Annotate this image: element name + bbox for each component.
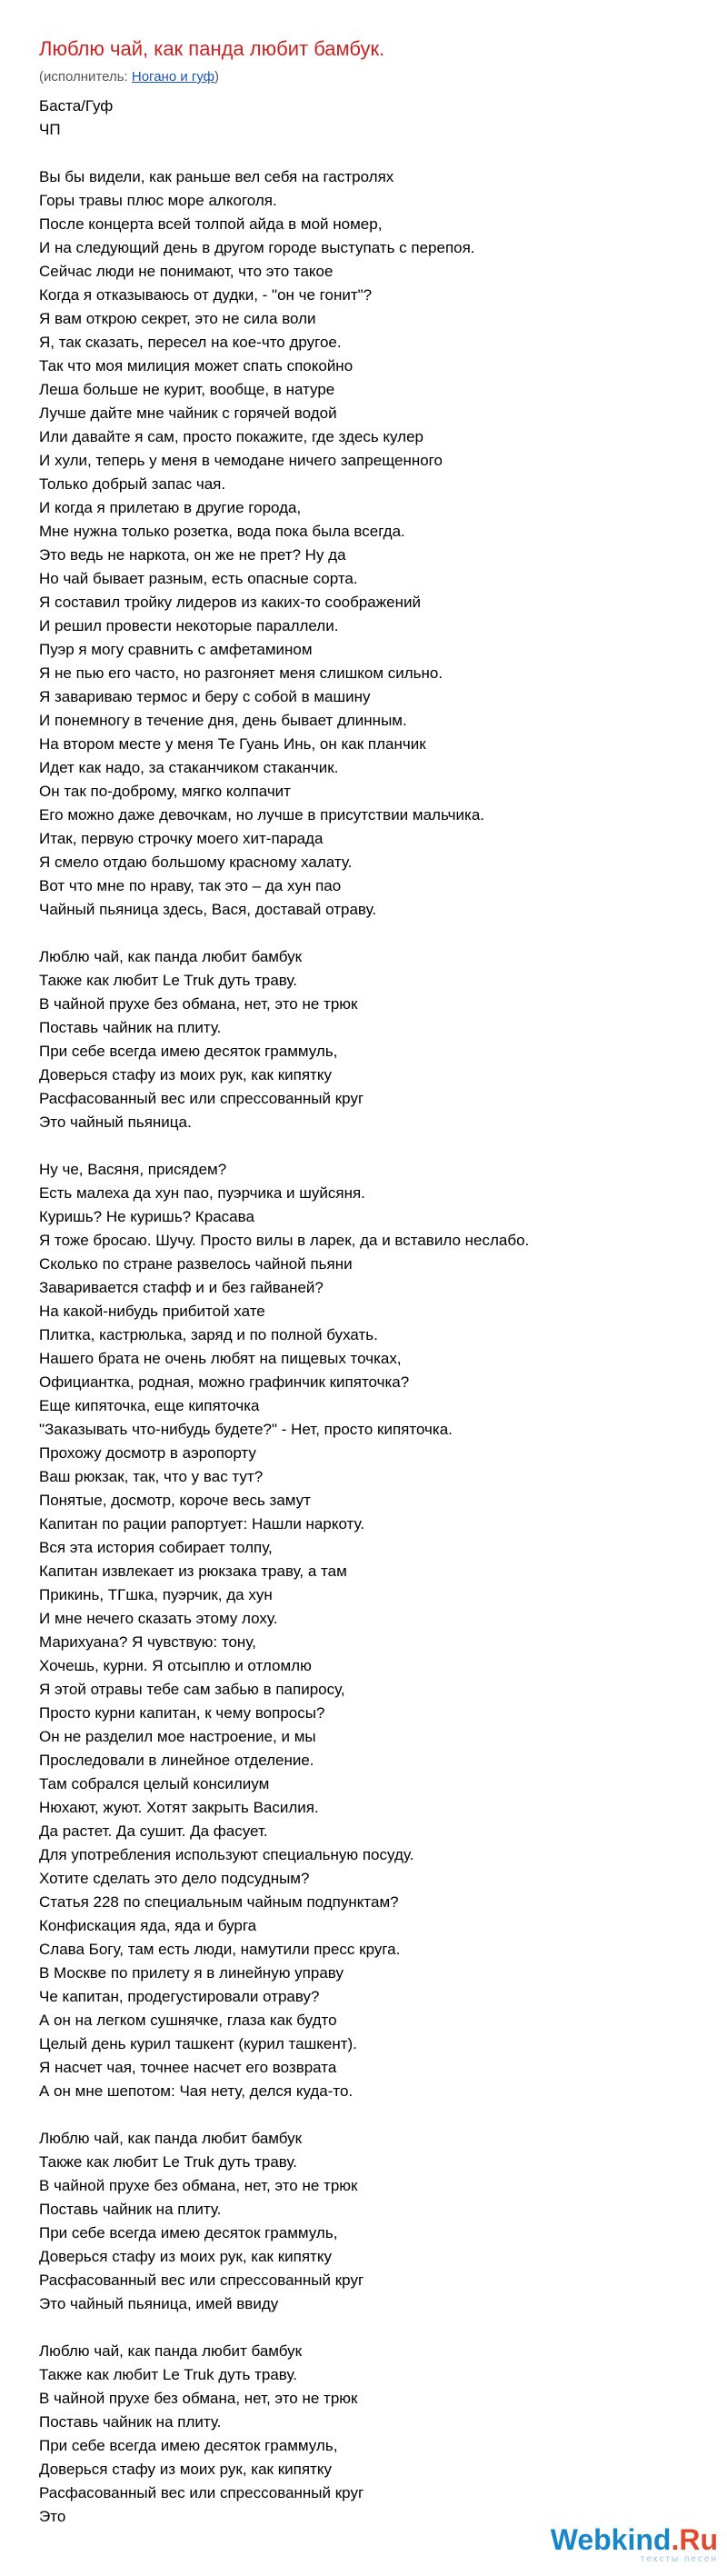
lyrics-line: Сколько по стране развелось чайной пьяни <box>39 1255 353 1273</box>
lyrics-line: А он мне шепотом: Чая нету, делся куда-то. <box>39 2082 354 2100</box>
lyrics-line: Его можно даже девочкам, но лучше в присутствии мальчика. <box>39 806 485 824</box>
lyrics-line: Нюхают, жуют. Хотят закрыть Василия. <box>39 1799 319 1816</box>
site-logo[interactable] <box>536 2523 718 2571</box>
lyrics-line: Да растет. Да сушит. Да фасует. <box>39 1822 268 1840</box>
lyrics-line: Конфискация яда, яда и бурга <box>39 1917 257 1934</box>
lyrics-line: Я завариваю термос и беру с собой в машину <box>39 688 371 705</box>
lyrics-line: Это чайный пьяница, имей ввиду <box>39 2295 279 2312</box>
lyrics-line: Поставь чайник на плиту. <box>39 2413 222 2431</box>
lyrics-line: Итак, первую строчку моего хит-парада <box>39 830 324 847</box>
performer-link[interactable]: Ногано и гуф <box>131 69 215 85</box>
lyrics-blank-line <box>39 2316 529 2340</box>
performer-prefix: (исполнитель: <box>39 69 132 85</box>
lyrics-line: При себе всегда имею десяток граммуль, <box>39 2224 338 2242</box>
lyrics-line: Люблю чай, как панда любит бамбук <box>39 948 303 965</box>
lyrics-line: Статья 228 по специальным чайным подпунктам? <box>39 1893 399 1911</box>
lyrics-line: Капитан по рации рапортует: Нашли наркоту. <box>39 1515 365 1533</box>
lyrics-line: В Москве по прилету я в линейную управу <box>39 1964 344 1982</box>
lyrics-line: При себе всегда имею десяток граммуль, <box>39 2437 338 2454</box>
lyrics-line: И хули, теперь у меня в чемодане ничего запрещенного <box>39 452 443 469</box>
lyrics-line: Понятые, досмотр, короче весь замут <box>39 1492 311 1509</box>
lyrics-line: И решил провести некоторые параллели. <box>39 617 339 634</box>
lyrics-line: Также как любит Le Truk дуть траву. <box>39 2153 297 2171</box>
lyrics-line: И на следующий день в другом городе выступать с перепоя. <box>39 239 475 256</box>
lyrics-line: Я этой отравы тебе сам забью в папиросу, <box>39 1681 345 1698</box>
lyrics-line: Я не пью его часто, но разгоняет меня слишком сильно. <box>39 664 443 682</box>
lyrics-line: Также как любит Le Truk дуть траву. <box>39 972 297 989</box>
lyrics-line: Капитан извлекает из рюкзака траву, а там <box>39 1563 347 1580</box>
lyrics-line: В чайной прухе без обмана, нет, это не трюк <box>39 2390 358 2407</box>
performer-line <box>39 68 219 86</box>
lyrics-line: Расфасованный вес или спрессованный круг <box>39 2484 364 2501</box>
lyrics-line: Я насчет чая, точнее насчет его возврата <box>39 2059 337 2076</box>
lyrics-line: Я вам открою секрет, это не сила воли <box>39 310 316 327</box>
lyrics-line: Доверься стафу из моих рук, как кипятку <box>39 2248 332 2265</box>
lyrics-line: Чайный пьяница здесь, Вася, доставай отраву. <box>39 901 377 918</box>
lyrics-line: Он так по-доброму, мягко колпачит <box>39 783 291 800</box>
lyrics-line: И когда я прилетаю в другие города, <box>39 499 302 516</box>
lyrics-line: Марихуана? Я чувствую: тону, <box>39 1633 256 1651</box>
logo-main: Webkind <box>550 2523 672 2556</box>
lyrics-line: Горы травы плюс море алкоголя. <box>39 192 277 209</box>
lyrics-line: Он не разделил мое настроение, и мы <box>39 1728 316 1745</box>
lyrics-line: И понемногу в течение дня, день бывает длинным. <box>39 712 407 729</box>
lyrics-blank-line <box>39 922 529 945</box>
lyrics-line: Вы бы видели, как раньше вел себя на гастролях <box>39 168 394 185</box>
lyrics-line: Это ведь не наркота, он же не прет? Ну да <box>39 546 346 564</box>
lyrics-line: В чайной прухе без обмана, нет, это не трюк <box>39 995 358 1013</box>
lyrics-line: При себе всегда имею десяток граммуль, <box>39 1043 338 1060</box>
lyrics-line: Куришь? Не куришь? Красава <box>39 1208 254 1225</box>
lyrics-line: Хотите сделать это дело подсудным? <box>39 1870 310 1887</box>
lyrics-line: "Заказывать что-нибудь будете?" - Нет, просто кипяточка. <box>39 1421 453 1438</box>
lyrics-line: И мне нечего сказать этому лоху. <box>39 1610 278 1627</box>
lyrics-line: Че капитан, продегустировали отраву? <box>39 1988 320 2005</box>
lyrics-line: Мне нужна только розетка, вода пока была всегда. <box>39 523 405 540</box>
lyrics-line: ЧП <box>39 121 61 138</box>
lyrics-blank-line <box>39 1134 529 1158</box>
lyrics-line: Это <box>39 2508 66 2525</box>
lyrics-line: Я составил тройку лидеров из каких-то соображений <box>39 594 421 611</box>
lyrics-line: Плитка, кастрюлька, заряд и по полной бухать. <box>39 1326 378 1343</box>
lyrics-line: На втором месте у меня Те Гуань Инь, он как планчик <box>39 735 426 753</box>
lyrics-line: После концерта всей толпой айда в мой номер, <box>39 215 383 233</box>
lyrics-text <box>39 95 529 2529</box>
lyrics-line: Или давайте я сам, просто покажите, где здесь кулер <box>39 428 423 445</box>
lyrics-line: Нашего брата не очень любят на пищевых точках, <box>39 1350 402 1367</box>
lyrics-line: Также как любит Le Truk дуть траву. <box>39 2366 297 2383</box>
page-title: Люблю чай, как панда любит бамбук. <box>39 37 385 60</box>
lyrics-blank-line <box>39 2103 529 2127</box>
lyrics-line: Для употребления используют специальную посуду. <box>39 1846 414 1863</box>
lyrics-line: Сейчас люди не понимают, что это такое <box>39 263 334 280</box>
lyrics-line: Вся эта история собирает толпу, <box>39 1539 273 1556</box>
lyrics-line: Поставь чайник на плиту. <box>39 2201 222 2218</box>
lyrics-line: Доверься стафу из моих рук, как кипятку <box>39 2461 332 2478</box>
lyrics-line: Доверься стафу из моих рук, как кипятку <box>39 1066 332 1083</box>
lyrics-line: Есть малеха да хун пао, пуэрчика и шуйсяня. <box>39 1184 365 1202</box>
lyrics-line: Так что моя милиция может спать спокойно <box>39 357 354 374</box>
lyrics-line: Целый день курил ташкент (курил ташкент). <box>39 2035 357 2052</box>
lyrics-line: Поставь чайник на плиту. <box>39 1019 222 1036</box>
lyrics-line: Люблю чай, как панда любит бамбук <box>39 2130 303 2147</box>
lyrics-line: Слава Богу, там есть люди, намутили пресс круга. <box>39 1941 401 1958</box>
lyrics-line: Лучше дайте мне чайник с горячей водой <box>39 404 337 422</box>
lyrics-line: Прохожу досмотр в аэропорту <box>39 1444 256 1462</box>
lyrics-line: Ваш рюкзак, так, что у вас тут? <box>39 1468 264 1485</box>
lyrics-line: Там собрался целый консилиум <box>39 1775 270 1792</box>
performer-suffix: ) <box>214 69 220 85</box>
logo-tagline: тексты песен <box>640 2554 718 2564</box>
lyrics-line: Баста/Гуф <box>39 97 114 115</box>
lyrics-line: Это чайный пьяница. <box>39 1113 192 1131</box>
logo-tld: .Ru <box>671 2523 718 2556</box>
lyrics-line: Люблю чай, как панда любит бамбук <box>39 2342 303 2360</box>
lyrics-line: Леша больше не курит, вообще, в натуре <box>39 381 335 398</box>
lyrics-line: Я тоже бросаю. Шучу. Просто вилы в ларек, да и вставило неслабо. <box>39 1232 530 1249</box>
lyrics-line: Я смело отдаю большому красному халату. <box>39 854 353 871</box>
lyrics-line: Ну че, Васяня, присядем? <box>39 1161 227 1178</box>
lyrics-line: На какой-нибудь прибитой хате <box>39 1303 265 1320</box>
lyrics-line: Расфасованный вес или спрессованный круг <box>39 2271 364 2289</box>
lyrics-line: Просто курни капитан, к чему вопросы? <box>39 1704 325 1722</box>
lyrics-line: А он на легком сушнячке, глаза как будто <box>39 2012 337 2029</box>
lyrics-line: Когда я отказываюсь от дудки, - "он че гонит"? <box>39 286 373 304</box>
lyrics-line: Официантка, родная, можно графинчик кипяточка? <box>39 1373 410 1391</box>
lyrics-line: Заваривается стафф и и без гайваней? <box>39 1279 324 1296</box>
lyrics-line: Проследовали в линейное отделение. <box>39 1752 314 1769</box>
lyrics-blank-line <box>39 142 529 165</box>
lyrics-line: Идет как надо, за стаканчиком стаканчик. <box>39 759 339 776</box>
lyrics-line: Но чай бывает разным, есть опасные сорта. <box>39 570 358 587</box>
lyrics-line: В чайной прухе без обмана, нет, это не трюк <box>39 2177 358 2194</box>
lyrics-line: Вот что мне по нраву, так это – да хун пао <box>39 877 342 894</box>
lyrics-line: Хочешь, курни. Я отсыплю и отломлю <box>39 1657 312 1674</box>
lyrics-line: Только добрый запас чая. <box>39 475 226 493</box>
lyrics-line: Пуэр я могу сравнить с амфетамином <box>39 641 313 658</box>
lyrics-line: Прикинь, ТГшка, пуэрчик, да хун <box>39 1586 273 1603</box>
lyrics-line: Я, так сказать, пересел на кое-что другое. <box>39 334 342 351</box>
lyrics-line: Еще кипяточка, еще кипяточка <box>39 1397 260 1414</box>
lyrics-line: Расфасованный вес или спрессованный круг <box>39 1090 364 1107</box>
logo-wordmark <box>536 2523 718 2556</box>
